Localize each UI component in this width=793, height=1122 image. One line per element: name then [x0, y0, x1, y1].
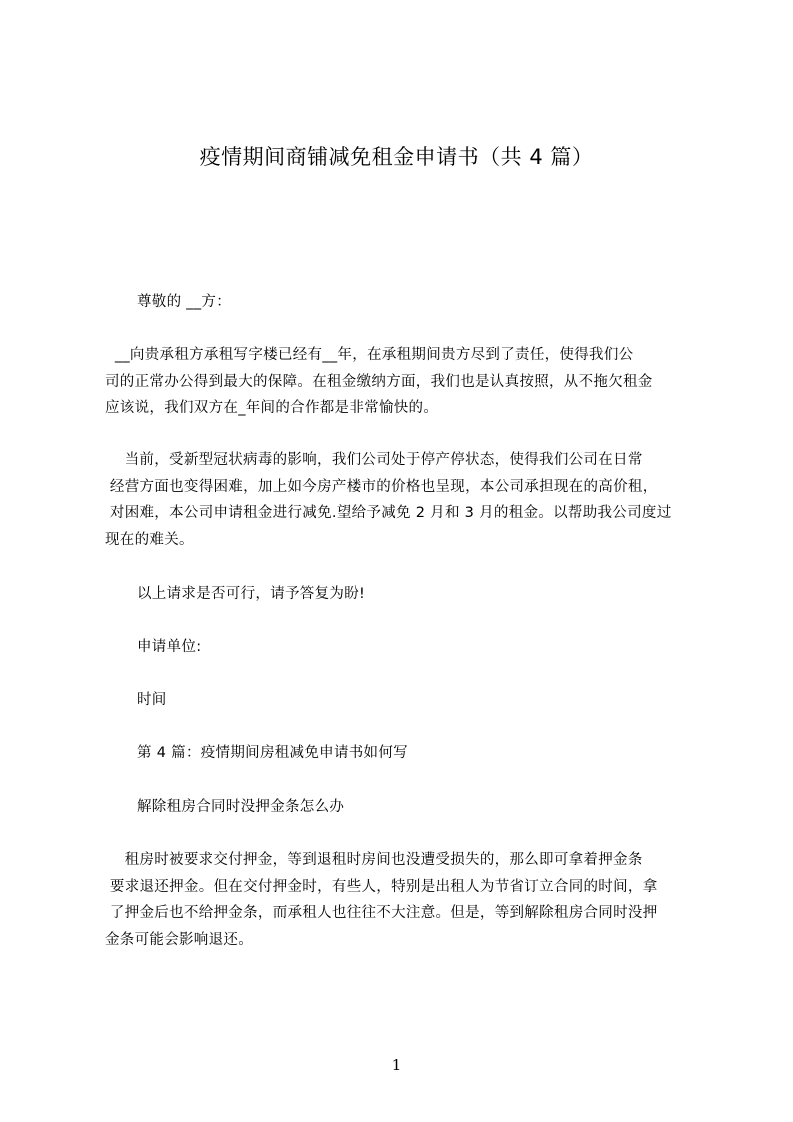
paragraph-1-line: 司的正常办公得到最大的保障。在租金缴纳方面，我们也是认真按照，从不拖欠租金 [105, 373, 653, 390]
paragraph-2-line: 现在的难关。 [105, 531, 194, 548]
paragraph-1-line: 应该说，我们双方在_年间的合作都是非常愉快的。 [105, 400, 439, 416]
paragraph-3-line: 了押金后也不给押金条，而承租人也往往不大注意。但是，等到解除租房合同时没押 [105, 905, 658, 921]
paragraph-3-line: 租房时被要求交付押金，等到退租时房间也没遭受损失的，那么即可拿着押金条 [105, 852, 643, 868]
applicant-label: 申请单位: [137, 639, 202, 655]
salutation: 尊敬的 __方： [137, 294, 232, 310]
document-title: 疫情期间商铺减免租金申请书（共 4 篇） [199, 145, 594, 169]
paragraph-3-line: 金条可能会影响退还。 [105, 931, 253, 948]
paragraph-2 [105, 447, 699, 553]
page-number: 1 [391, 1056, 402, 1074]
paragraph-3-line: 要求退还押金。但在交付押金时，有些人，特别是出租人为节省订立合同的时间，拿 [105, 878, 658, 895]
time-label: 时间 [137, 692, 167, 708]
paragraph-3 [105, 847, 699, 953]
subheading: 解除租房合同时没押金条怎么办 [137, 799, 345, 815]
request-line: 以上请求是否可行，请予答复为盼! [137, 586, 366, 602]
paragraph-2-line: 对困难，本公司申请租金进行减免.望给予减免 2 月和 3 月的租金。以帮助我公司度过 [105, 505, 672, 521]
paragraph-2-line: 经营方面也变得困难，加上如今房产楼市的价格也呈现，本公司承担现在的高价租， [105, 478, 658, 495]
paragraph-2-line: 当前，受新型冠状病毒的影响，我们公司处于停产停状态，使得我们公司在日常 [105, 452, 643, 468]
paragraph-1-line: __向贵承租方承租写字楼已经有__年，在承租期间贵方尽到了责任，使得我们公 [105, 347, 634, 363]
section-heading: 第 4 篇：疫情期间房租减免申请书如何写 [137, 745, 408, 761]
paragraph-1 [105, 342, 699, 422]
